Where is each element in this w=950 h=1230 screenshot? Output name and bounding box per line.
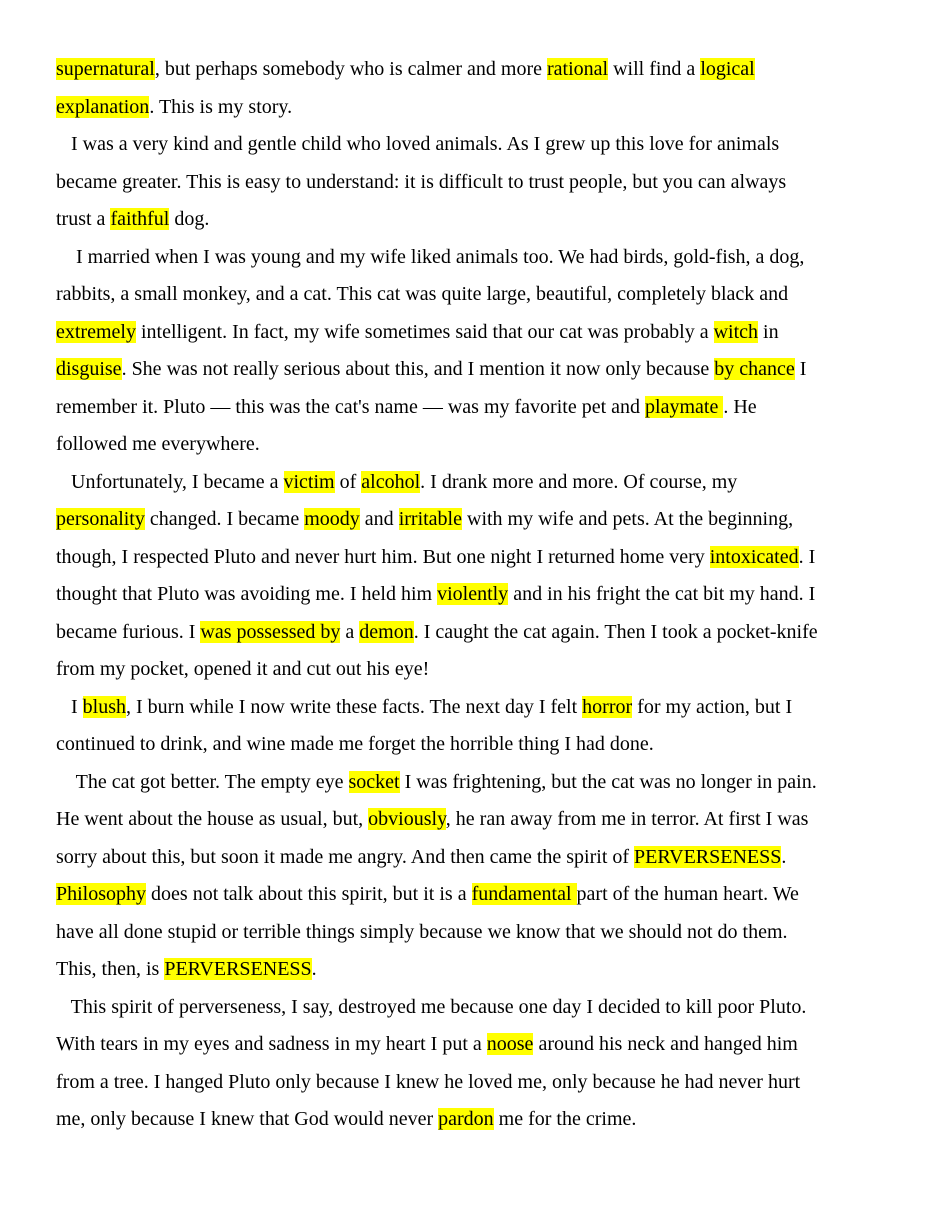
text-run: I [56, 695, 83, 718]
highlighted-text: socket [348, 770, 400, 793]
text-run: Unfortunately, I became a [56, 470, 284, 493]
text-line [56, 726, 896, 764]
text-line [56, 801, 896, 839]
highlighted-text: Philosophy [56, 883, 147, 905]
text-line [56, 764, 896, 802]
text-run: around his neck and hanged him [533, 1033, 798, 1055]
text-line [56, 276, 896, 314]
text-run: changed. I became [144, 508, 305, 530]
text-line [56, 951, 896, 989]
text-run: me, only because I knew that God would never [56, 1108, 439, 1130]
highlighted-text: disguise [56, 358, 122, 380]
text-run: followed me everywhere. [56, 433, 260, 455]
text-run: . This is my story. [149, 95, 293, 118]
text-line [56, 426, 896, 464]
text-run: sorry about this, but soon it made me angry. And then came the spirit of [56, 845, 635, 868]
text-line [56, 839, 896, 877]
text-run: dog. [169, 208, 210, 230]
text-line [56, 239, 896, 277]
highlighted-text: noose [486, 1033, 534, 1055]
highlighted-text: blush [82, 695, 127, 718]
highlighted-text: violently [437, 583, 509, 605]
text-run: from a tree. I hanged Pluto only because I knew he loved me, only because he had never hurt [56, 1070, 801, 1093]
text-line [56, 201, 896, 239]
text-line [56, 1026, 896, 1064]
text-run: part of the human heart. We [576, 883, 799, 905]
text-run: , I burn while I now write these facts. The next day I felt [126, 695, 583, 718]
text-run: . [311, 958, 317, 980]
text-run: He went about the house as usual, but, [56, 808, 369, 830]
text-line [56, 914, 896, 952]
highlighted-text: logical [700, 58, 755, 80]
text-run: trust a [56, 208, 111, 230]
text-run: and in his fright the cat bit my hand. I [508, 583, 816, 605]
document-body [56, 51, 896, 1139]
highlighted-text: rational [547, 58, 609, 80]
text-run: With tears in my eyes and sadness in my heart I put a [56, 1033, 487, 1055]
highlighted-text: demon [359, 620, 414, 643]
text-line [56, 539, 896, 577]
text-run: does not talk about this spirit, but it is a [146, 883, 472, 905]
text-run: I married when I was young and my wife liked animals too. We had birds, gold-fish, a dog, [56, 245, 805, 268]
text-run: with my wife and pets. At the beginning, [462, 508, 794, 530]
highlighted-text: moody [304, 508, 360, 530]
text-line [56, 351, 896, 389]
text-run: I [794, 358, 807, 380]
highlighted-text: intoxicated [709, 545, 799, 568]
text-run: though, I respected Pluto and never hurt him. But one night I returned home very [56, 545, 710, 568]
highlighted-text: alcohol [361, 470, 421, 493]
text-line [56, 989, 896, 1027]
text-run: . I [798, 545, 816, 568]
text-line [56, 164, 896, 202]
text-run: became furious. I [56, 620, 201, 643]
text-run: of [334, 470, 362, 493]
text-run: in [758, 320, 779, 343]
highlighted-text: faithful [110, 208, 170, 230]
text-line [56, 614, 896, 652]
highlighted-text: extremely [56, 320, 136, 343]
text-run: . She was not really serious about this, and I mention it now only because [121, 358, 715, 380]
text-line [56, 464, 896, 502]
text-run: intelligent. In fact, my wife sometimes said that our cat was probably a [135, 320, 714, 343]
highlighted-text: was possessed by [200, 620, 341, 643]
text-run: I was frightening, but the cat was no longer in pain. [399, 770, 817, 793]
text-run: This, then, is [56, 958, 165, 980]
text-run: from my pocket, opened it and cut out his eye! [56, 658, 430, 680]
text-line [56, 876, 896, 914]
text-run: will find a [608, 58, 701, 80]
text-run: . I caught the cat again. Then I took a pocket-knife [413, 620, 818, 643]
highlighted-text: witch [713, 320, 759, 343]
text-line [56, 314, 896, 352]
highlighted-text: explanation [56, 95, 150, 118]
text-line [56, 389, 896, 427]
highlighted-text: supernatural [56, 58, 155, 80]
text-run: remember it. Pluto — this was the cat's name — was my favorite pet and [56, 395, 646, 418]
highlighted-text: personality [56, 508, 145, 530]
text-line [56, 689, 896, 727]
text-run: have all done stupid or terrible things simply because we know that we should not do them. [56, 920, 788, 943]
text-line [56, 51, 896, 89]
highlighted-text: fundamental [471, 883, 577, 905]
text-run: The cat got better. The empty eye [56, 770, 349, 793]
text-run: for my action, but I [632, 695, 793, 718]
highlighted-text: obviously [368, 808, 446, 830]
text-run: , he ran away from me in terror. At first I was [445, 808, 809, 830]
text-run: continued to drink, and wine made me forget the horrible thing I had done. [56, 733, 654, 755]
text-run: , but perhaps somebody who is calmer and more [154, 58, 547, 80]
highlighted-text: pardon [438, 1108, 494, 1130]
text-run: a [340, 620, 360, 643]
text-run: . He [723, 395, 757, 418]
highlighted-text: irritable [398, 508, 462, 530]
text-line [56, 89, 896, 127]
highlighted-text: PERVERSENESS [164, 958, 312, 980]
text-line [56, 1101, 896, 1139]
text-run: . [781, 845, 787, 868]
text-line [56, 501, 896, 539]
text-run: became greater. This is easy to understand: it is difficult to trust people, but you can always [56, 170, 787, 193]
highlighted-text: victim [283, 470, 335, 493]
text-line [56, 576, 896, 614]
text-line [56, 651, 896, 689]
text-run: me for the crime. [493, 1108, 637, 1130]
highlighted-text: by chance [714, 358, 795, 380]
highlighted-text: playmate [645, 395, 724, 418]
text-run: I was a very kind and gentle child who loved animals. As I grew up this love for animals [56, 133, 780, 155]
text-run: This spirit of perverseness, I say, destroyed me because one day I decided to kill poor Pluto. [56, 995, 807, 1018]
text-run: . I drank more and more. Of course, my [420, 470, 738, 493]
text-run: rabbits, a small monkey, and a cat. This cat was quite large, beautiful, completely black and [56, 283, 789, 305]
text-line [56, 1064, 896, 1102]
text-run: thought that Pluto was avoiding me. I held him [56, 583, 438, 605]
text-line [56, 126, 896, 164]
text-run: and [359, 508, 399, 530]
highlighted-text: PERVERSENESS [634, 845, 782, 868]
highlighted-text: horror [582, 695, 633, 718]
